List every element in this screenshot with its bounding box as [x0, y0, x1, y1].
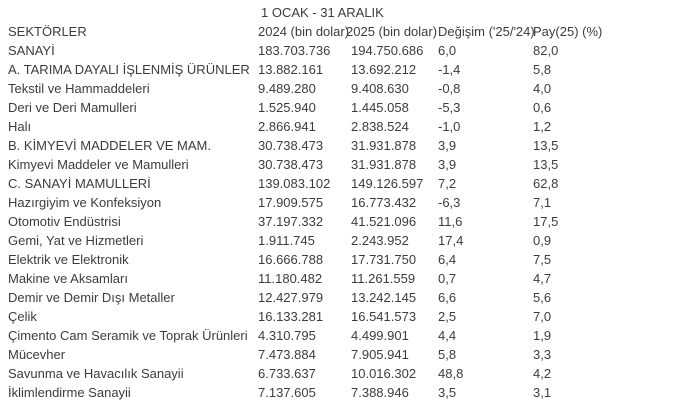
value-2025-cell: 16.541.573 [351, 309, 417, 324]
sector-cell: C. SANAYİ MAMULLERİ [8, 176, 151, 191]
value-2024-cell: 11.180.482 [258, 271, 323, 286]
value-2025-cell: 194.750.686 [351, 43, 424, 58]
sector-cell: SANAYİ [8, 43, 55, 58]
value-2025-cell: 31.931.878 [351, 138, 417, 153]
change-cell: -0,8 [438, 81, 461, 96]
value-2024-cell: 13.882.161 [258, 62, 324, 77]
value-2024-cell: 16.666.788 [258, 252, 324, 267]
value-2025-cell: 11.261.559 [351, 271, 416, 286]
value-2024-cell: 7.137.605 [258, 385, 316, 400]
value-2025-cell: 16.773.432 [351, 195, 417, 210]
share-cell: 5,6 [533, 290, 552, 305]
change-cell: 6,4 [438, 252, 457, 267]
share-cell: 13,5 [533, 157, 559, 172]
change-cell: 6,0 [438, 43, 457, 58]
sector-cell: Tekstil ve Hammaddeleri [8, 81, 150, 96]
value-2025-cell: 2.838.524 [351, 119, 409, 134]
sector-cell: Deri ve Deri Mamulleri [8, 100, 137, 115]
value-2025-cell: 4.499.901 [351, 328, 409, 343]
sector-cell: Çelik [8, 309, 37, 324]
share-cell: 7,0 [533, 309, 552, 324]
share-cell: 4,7 [533, 271, 552, 286]
value-2024-cell: 12.427.979 [258, 290, 324, 305]
share-cell: 82,0 [533, 43, 559, 58]
change-cell: 3,9 [438, 138, 457, 153]
sector-cell: Elektrik ve Elektronik [8, 252, 129, 267]
table-row [8, 231, 678, 250]
sector-cell: Halı [8, 119, 32, 134]
change-cell: -6,3 [438, 195, 461, 210]
value-2024-cell: 1.525.940 [258, 100, 316, 115]
value-2024-cell: 9.489.280 [258, 81, 316, 96]
share-cell: 5,8 [533, 62, 552, 77]
share-cell: 13,5 [533, 138, 559, 153]
column-header-2024: 2024 (bin dolar) [258, 24, 350, 39]
value-2025-cell: 149.126.597 [351, 176, 424, 191]
sector-cell: Otomotiv Endüstrisi [8, 214, 121, 229]
value-2025-cell: 7.905.941 [351, 347, 409, 362]
column-header-share: Pay(25) (%) [533, 24, 603, 39]
value-2025-cell: 41.521.096 [351, 214, 417, 229]
share-cell: 1,2 [533, 119, 552, 134]
table-row [8, 383, 678, 400]
change-cell: 48,8 [438, 366, 464, 381]
value-2025-cell: 7.388.946 [351, 385, 409, 400]
period-row-spacer [8, 3, 258, 22]
value-2025-cell: 10.016.302 [351, 366, 417, 381]
value-2025-cell: 9.408.630 [351, 81, 409, 96]
share-cell: 3,1 [533, 385, 552, 400]
value-2025-cell: 17.731.750 [351, 252, 417, 267]
sector-cell: Hazırgiyim ve Konfeksiyon [8, 195, 162, 210]
sector-cell: Mücevher [8, 347, 66, 362]
table-row [8, 98, 678, 117]
table-row [8, 345, 678, 364]
share-cell: 1,9 [533, 328, 552, 343]
table-row [8, 79, 678, 98]
change-cell: -1,0 [438, 119, 461, 134]
share-cell: 0,6 [533, 100, 552, 115]
sector-cell: Çimento Cam Seramik ve Toprak Ürünleri [8, 328, 248, 343]
value-2025-cell: 13.242.145 [351, 290, 417, 305]
table-row [8, 193, 678, 212]
value-2025-cell: 13.692.212 [351, 62, 417, 77]
table-row [8, 60, 678, 79]
share-cell: 7,5 [533, 252, 552, 267]
table-row [8, 212, 678, 231]
sector-cell: Demir ve Demir Dışı Metaller [8, 290, 175, 305]
table-row [8, 307, 678, 326]
sector-cell: Gemi, Yat ve Hizmetleri [8, 233, 144, 248]
share-cell: 62,8 [533, 176, 559, 191]
sector-cell: Kimyevi Maddeler ve Mamulleri [8, 157, 189, 172]
sector-cell: A. TARIMA DAYALI İŞLENMİŞ ÜRÜNLER [8, 62, 250, 77]
share-cell: 0,9 [533, 233, 552, 248]
value-2024-cell: 4.310.795 [258, 328, 316, 343]
change-cell: 6,6 [438, 290, 457, 305]
value-2024-cell: 6.733.637 [258, 366, 316, 381]
value-2024-cell: 139.083.102 [258, 176, 331, 191]
change-cell: 3,9 [438, 157, 457, 172]
change-cell: 4,4 [438, 328, 457, 343]
change-cell: 2,5 [438, 309, 457, 324]
column-header-change: Değişim ('25/'24) [438, 24, 535, 39]
period-header: 1 OCAK - 31 ARALIK [261, 5, 384, 20]
column-header-sectors: SEKTÖRLER [8, 24, 87, 39]
value-2024-cell: 17.909.575 [258, 195, 324, 210]
value-2024-cell: 16.133.281 [258, 309, 324, 324]
change-cell: 17,4 [438, 233, 464, 248]
change-cell: 7,2 [438, 176, 457, 191]
change-cell: 5,8 [438, 347, 457, 362]
share-cell: 4,0 [533, 81, 552, 96]
value-2024-cell: 30.738.473 [258, 157, 324, 172]
value-2024-cell: 30.738.473 [258, 138, 324, 153]
value-2024-cell: 1.911.745 [258, 233, 315, 248]
share-cell: 3,3 [533, 347, 552, 362]
value-2024-cell: 7.473.884 [258, 347, 316, 362]
change-cell: -1,4 [438, 62, 461, 77]
value-2025-cell: 31.931.878 [351, 157, 417, 172]
value-2024-cell: 37.197.332 [258, 214, 324, 229]
table-row [8, 269, 678, 288]
table-row [8, 250, 678, 269]
share-cell: 4,2 [533, 366, 552, 381]
table-row [8, 155, 678, 174]
value-2025-cell: 1.445.058 [351, 100, 409, 115]
change-cell: -5,3 [438, 100, 461, 115]
column-header-2025: 2025 (bin dolar) [346, 24, 438, 39]
table-row [8, 117, 678, 136]
sector-cell: İklimlendirme Sanayii [8, 385, 131, 400]
table-row [8, 288, 678, 307]
change-cell: 11,6 [438, 214, 463, 229]
change-cell: 3,5 [438, 385, 457, 400]
value-2024-cell: 2.866.941 [258, 119, 316, 134]
share-cell: 7,1 [533, 195, 552, 210]
sector-table-body [8, 41, 678, 400]
table-header-row [8, 22, 678, 41]
sector-cell: Makine ve Aksamları [8, 271, 128, 286]
sector-cell: B. KİMYEVİ MADDELER VE MAM. [8, 138, 211, 153]
change-cell: 0,7 [438, 271, 457, 286]
period-row [8, 3, 678, 22]
sector-cell: Savunma ve Havacılık Sanayii [8, 366, 184, 381]
value-2024-cell: 183.703.736 [258, 43, 331, 58]
table-row [8, 326, 678, 345]
table-row [8, 174, 678, 193]
value-2025-cell: 2.243.952 [351, 233, 409, 248]
share-cell: 17,5 [533, 214, 559, 229]
table-row [8, 136, 678, 155]
table-row [8, 364, 678, 383]
table-row [8, 41, 678, 60]
